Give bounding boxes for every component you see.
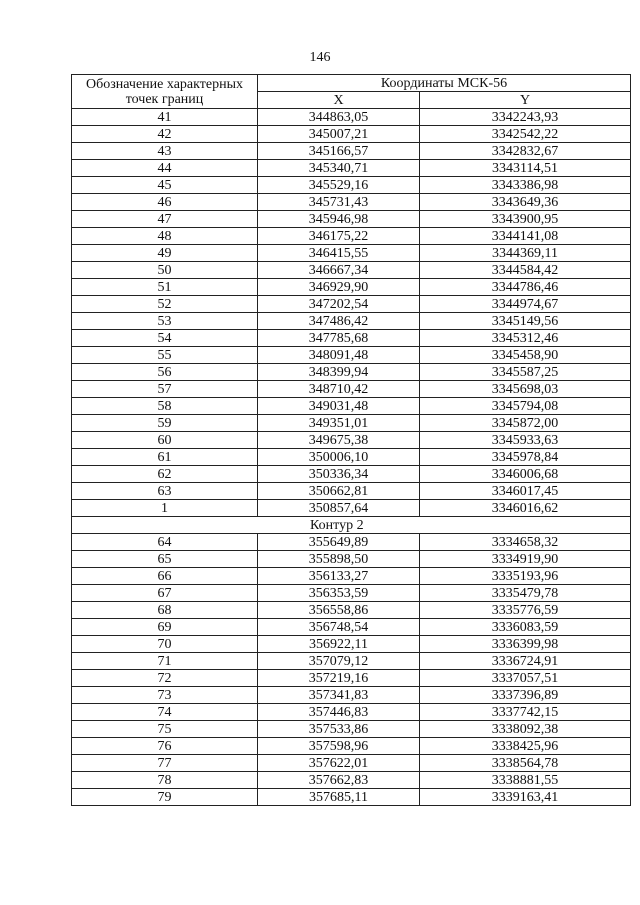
table-row	[72, 177, 631, 194]
cell-x: 346667,34	[258, 262, 420, 279]
table-row	[72, 483, 631, 500]
cell-y: 3344786,46	[420, 279, 631, 296]
table-row	[72, 670, 631, 687]
table-row	[72, 772, 631, 789]
cell-point: 42	[72, 126, 258, 143]
cell-point: 52	[72, 296, 258, 313]
cell-y: 3342542,22	[420, 126, 631, 143]
table-row	[72, 500, 631, 517]
cell-point: 66	[72, 568, 258, 585]
cell-y: 3339163,41	[420, 789, 631, 806]
cell-x: 346929,90	[258, 279, 420, 296]
cell-point: 48	[72, 228, 258, 245]
cell-y: 3343900,95	[420, 211, 631, 228]
cell-x: 348091,48	[258, 347, 420, 364]
cell-x: 345166,57	[258, 143, 420, 160]
cell-y: 3336083,59	[420, 619, 631, 636]
cell-x: 350857,64	[258, 500, 420, 517]
table-row	[72, 721, 631, 738]
table-row	[72, 330, 631, 347]
header-coordinates: Координаты МСК-56	[258, 75, 631, 92]
table-row	[72, 653, 631, 670]
cell-y: 3345587,25	[420, 364, 631, 381]
cell-y: 3338425,96	[420, 738, 631, 755]
cell-x: 356922,11	[258, 636, 420, 653]
table-row	[72, 432, 631, 449]
table-row	[72, 398, 631, 415]
cell-point: 1	[72, 500, 258, 517]
cell-x: 345007,21	[258, 126, 420, 143]
cell-x: 349031,48	[258, 398, 420, 415]
cell-y: 3346016,62	[420, 500, 631, 517]
table-row	[72, 143, 631, 160]
cell-x: 357662,83	[258, 772, 420, 789]
table-row	[72, 313, 631, 330]
cell-y: 3336724,91	[420, 653, 631, 670]
cell-y: 3346017,45	[420, 483, 631, 500]
cell-point: 50	[72, 262, 258, 279]
cell-y: 3344974,67	[420, 296, 631, 313]
cell-y: 3335479,78	[420, 585, 631, 602]
cell-y: 3345933,63	[420, 432, 631, 449]
cell-point: 47	[72, 211, 258, 228]
contour-row	[72, 517, 631, 534]
header-row	[72, 75, 631, 92]
table-row	[72, 262, 631, 279]
cell-y: 3345698,03	[420, 381, 631, 398]
cell-x: 357219,16	[258, 670, 420, 687]
cell-y: 3338881,55	[420, 772, 631, 789]
table-row	[72, 568, 631, 585]
cell-y: 3345978,84	[420, 449, 631, 466]
table-row	[72, 415, 631, 432]
cell-point: 73	[72, 687, 258, 704]
cell-x: 350006,10	[258, 449, 420, 466]
cell-x: 357533,86	[258, 721, 420, 738]
table-row	[72, 466, 631, 483]
cell-x: 348710,42	[258, 381, 420, 398]
cell-point: 46	[72, 194, 258, 211]
cell-point: 56	[72, 364, 258, 381]
cell-x: 344863,05	[258, 109, 420, 126]
cell-x: 356133,27	[258, 568, 420, 585]
cell-x: 347785,68	[258, 330, 420, 347]
table-row	[72, 160, 631, 177]
cell-x: 345529,16	[258, 177, 420, 194]
cell-point: 79	[72, 789, 258, 806]
cell-x: 345340,71	[258, 160, 420, 177]
cell-x: 357079,12	[258, 653, 420, 670]
table-row	[72, 279, 631, 296]
cell-point: 70	[72, 636, 258, 653]
cell-y: 3345458,90	[420, 347, 631, 364]
cell-x: 355649,89	[258, 534, 420, 551]
table-row	[72, 109, 631, 126]
page-number: 146	[309, 50, 331, 65]
cell-point: 43	[72, 143, 258, 160]
table-row	[72, 704, 631, 721]
cell-y: 3343649,36	[420, 194, 631, 211]
cell-y: 3343386,98	[420, 177, 631, 194]
cell-point: 64	[72, 534, 258, 551]
cell-point: 41	[72, 109, 258, 126]
cell-y: 3336399,98	[420, 636, 631, 653]
header-x: X	[258, 92, 420, 109]
cell-point: 72	[72, 670, 258, 687]
cell-point: 65	[72, 551, 258, 568]
cell-point: 57	[72, 381, 258, 398]
cell-y: 3342243,93	[420, 109, 631, 126]
table-row	[72, 738, 631, 755]
cell-x: 349351,01	[258, 415, 420, 432]
cell-x: 357446,83	[258, 704, 420, 721]
table-row	[72, 381, 631, 398]
table-body	[72, 109, 631, 806]
table-row	[72, 551, 631, 568]
cell-y: 3345794,08	[420, 398, 631, 415]
cell-point: 61	[72, 449, 258, 466]
cell-point: 76	[72, 738, 258, 755]
table-row	[72, 228, 631, 245]
cell-point: 75	[72, 721, 258, 738]
cell-y: 3334658,32	[420, 534, 631, 551]
cell-point: 71	[72, 653, 258, 670]
cell-x: 357341,83	[258, 687, 420, 704]
cell-x: 356748,54	[258, 619, 420, 636]
cell-point: 54	[72, 330, 258, 347]
cell-y: 3344369,11	[420, 245, 631, 262]
cell-y: 3337057,51	[420, 670, 631, 687]
cell-point: 69	[72, 619, 258, 636]
cell-x: 345731,43	[258, 194, 420, 211]
cell-x: 348399,94	[258, 364, 420, 381]
cell-y: 3345149,56	[420, 313, 631, 330]
cell-y: 3343114,51	[420, 160, 631, 177]
cell-point: 78	[72, 772, 258, 789]
cell-x: 346175,22	[258, 228, 420, 245]
cell-y: 3345872,00	[420, 415, 631, 432]
cell-y: 3335776,59	[420, 602, 631, 619]
cell-point: 45	[72, 177, 258, 194]
cell-x: 356353,59	[258, 585, 420, 602]
table-row	[72, 296, 631, 313]
cell-x: 357685,11	[258, 789, 420, 806]
cell-y: 3337742,15	[420, 704, 631, 721]
cell-point: 55	[72, 347, 258, 364]
cell-x: 357622,01	[258, 755, 420, 772]
table-row	[72, 449, 631, 466]
cell-point: 51	[72, 279, 258, 296]
table-row	[72, 687, 631, 704]
cell-point: 59	[72, 415, 258, 432]
cell-point: 74	[72, 704, 258, 721]
table-row	[72, 211, 631, 228]
table-row	[72, 585, 631, 602]
cell-x: 356558,86	[258, 602, 420, 619]
header-points: Обозначение характерных точек границ	[72, 75, 258, 109]
cell-x: 349675,38	[258, 432, 420, 449]
table-row	[72, 126, 631, 143]
cell-y: 3338564,78	[420, 755, 631, 772]
header-y: Y	[420, 92, 631, 109]
table-row	[72, 347, 631, 364]
table-row	[72, 619, 631, 636]
cell-x: 347486,42	[258, 313, 420, 330]
cell-y: 3346006,68	[420, 466, 631, 483]
cell-x: 345946,98	[258, 211, 420, 228]
table-row	[72, 194, 631, 211]
cell-point: 68	[72, 602, 258, 619]
cell-x: 347202,54	[258, 296, 420, 313]
table-row	[72, 789, 631, 806]
cell-point: 53	[72, 313, 258, 330]
cell-x: 346415,55	[258, 245, 420, 262]
cell-point: 58	[72, 398, 258, 415]
cell-y: 3344141,08	[420, 228, 631, 245]
cell-point: 62	[72, 466, 258, 483]
cell-y: 3342832,67	[420, 143, 631, 160]
table-row	[72, 602, 631, 619]
contour-label: Контур 2	[72, 517, 631, 534]
cell-x: 355898,50	[258, 551, 420, 568]
cell-x: 357598,96	[258, 738, 420, 755]
cell-y: 3337396,89	[420, 687, 631, 704]
cell-y: 3344584,42	[420, 262, 631, 279]
cell-y: 3335193,96	[420, 568, 631, 585]
table-row	[72, 755, 631, 772]
cell-point: 44	[72, 160, 258, 177]
cell-y: 3345312,46	[420, 330, 631, 347]
table-row	[72, 636, 631, 653]
cell-point: 49	[72, 245, 258, 262]
table-row	[72, 245, 631, 262]
cell-y: 3334919,90	[420, 551, 631, 568]
table-row	[72, 364, 631, 381]
cell-point: 60	[72, 432, 258, 449]
coordinates-table	[71, 74, 631, 806]
cell-y: 3338092,38	[420, 721, 631, 738]
cell-point: 77	[72, 755, 258, 772]
table-row	[72, 534, 631, 551]
cell-x: 350336,34	[258, 466, 420, 483]
cell-point: 67	[72, 585, 258, 602]
cell-x: 350662,81	[258, 483, 420, 500]
cell-point: 63	[72, 483, 258, 500]
